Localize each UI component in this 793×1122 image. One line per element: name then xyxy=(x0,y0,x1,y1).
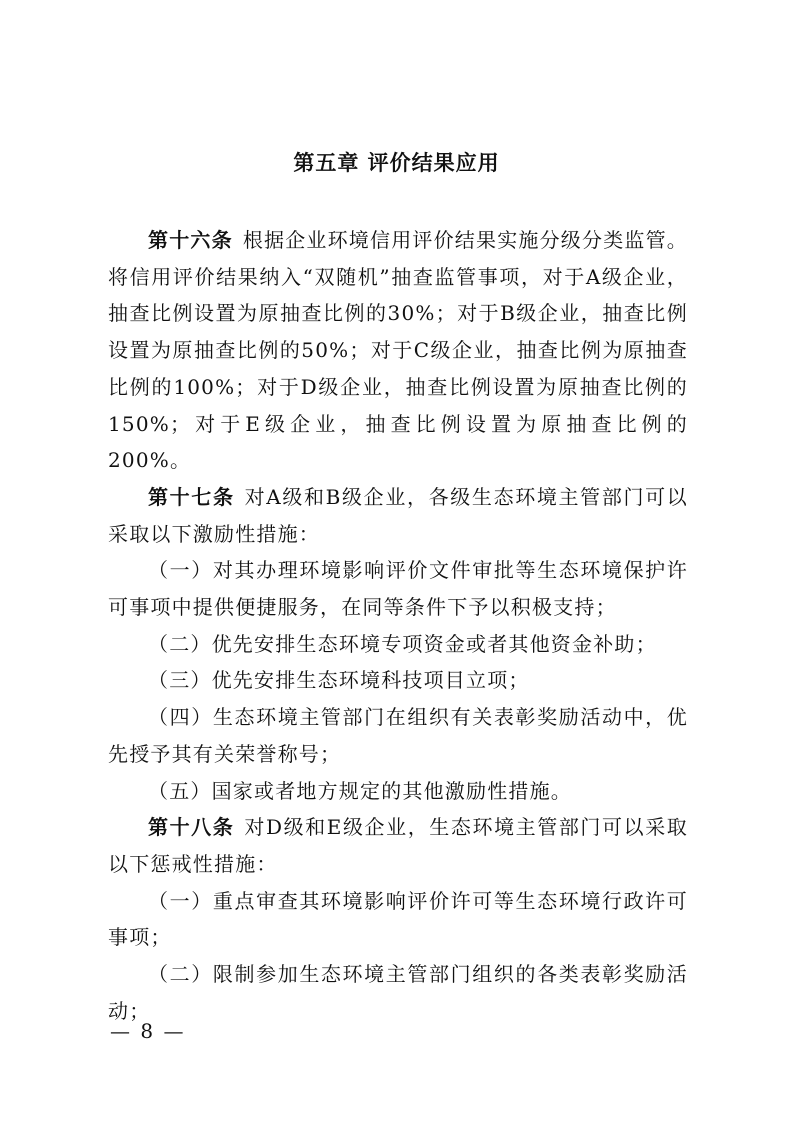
list-item xyxy=(108,956,688,1029)
list-item-text: （五）国家或者地方规定的其他激励性措施。 xyxy=(148,778,572,803)
page-number: — 8 — xyxy=(110,1019,186,1043)
article-16-paragraph xyxy=(108,222,688,479)
list-item xyxy=(108,883,688,956)
paragraph-text: 对D级和E级企业，生态环境主管部门可以采取以下惩戒性措施： xyxy=(108,815,688,876)
list-item xyxy=(108,662,688,699)
article-label: 第十八条 xyxy=(148,815,235,840)
list-item xyxy=(108,773,688,810)
list-item xyxy=(108,699,688,772)
list-item-text: （三）优先安排生态环境科技项目立项； xyxy=(148,668,530,693)
article-17-paragraph xyxy=(108,479,688,552)
list-item-text: （一）对其办理环境影响评价文件审批等生态环境保护许可事项中提供便捷服务，在同等条件下予以积极支持； xyxy=(108,558,688,620)
paragraph-text: 根据企业环境信用评价结果实施分级分类监管。将信用评价结果纳入“双随机”抽查监管事项，对于A级企业，抽查比例设置为原抽查比例的30%；对于B级企业，抽查比例设置为原抽查比例的50%；对于C级企业，抽查比例为原抽查比例的100%；对于D级企业，抽查比例设置为原抽查比例的150%；对于E级企业，抽查比例设置为原抽查比例的200%。 xyxy=(108,228,689,473)
chapter-title: 第五章 评价结果应用 xyxy=(293,151,500,175)
article-label: 第十七条 xyxy=(148,484,235,509)
list-item-text: （四）生态环境主管部门在组织有关表彰奖励活动中，优先授予其有关荣誉称号； xyxy=(108,705,688,766)
list-item-text: （一）重点审查其环境影响评价许可等生态环境行政许可事项； xyxy=(108,888,688,950)
article-body xyxy=(108,222,688,1029)
paragraph-text: 对A级和B级企业，各级生态环境主管部门可以采取以下激励性措施： xyxy=(108,484,688,546)
list-item xyxy=(108,552,688,625)
list-item-text: （二）限制参加生态环境主管部门组织的各类表彰奖励活动； xyxy=(108,962,688,1023)
list-item-text: （二）优先安排生态环境专项资金或者其他资金补助； xyxy=(148,631,657,656)
list-item xyxy=(108,626,688,663)
article-label: 第十六条 xyxy=(148,228,233,252)
article-18-paragraph xyxy=(108,809,688,882)
